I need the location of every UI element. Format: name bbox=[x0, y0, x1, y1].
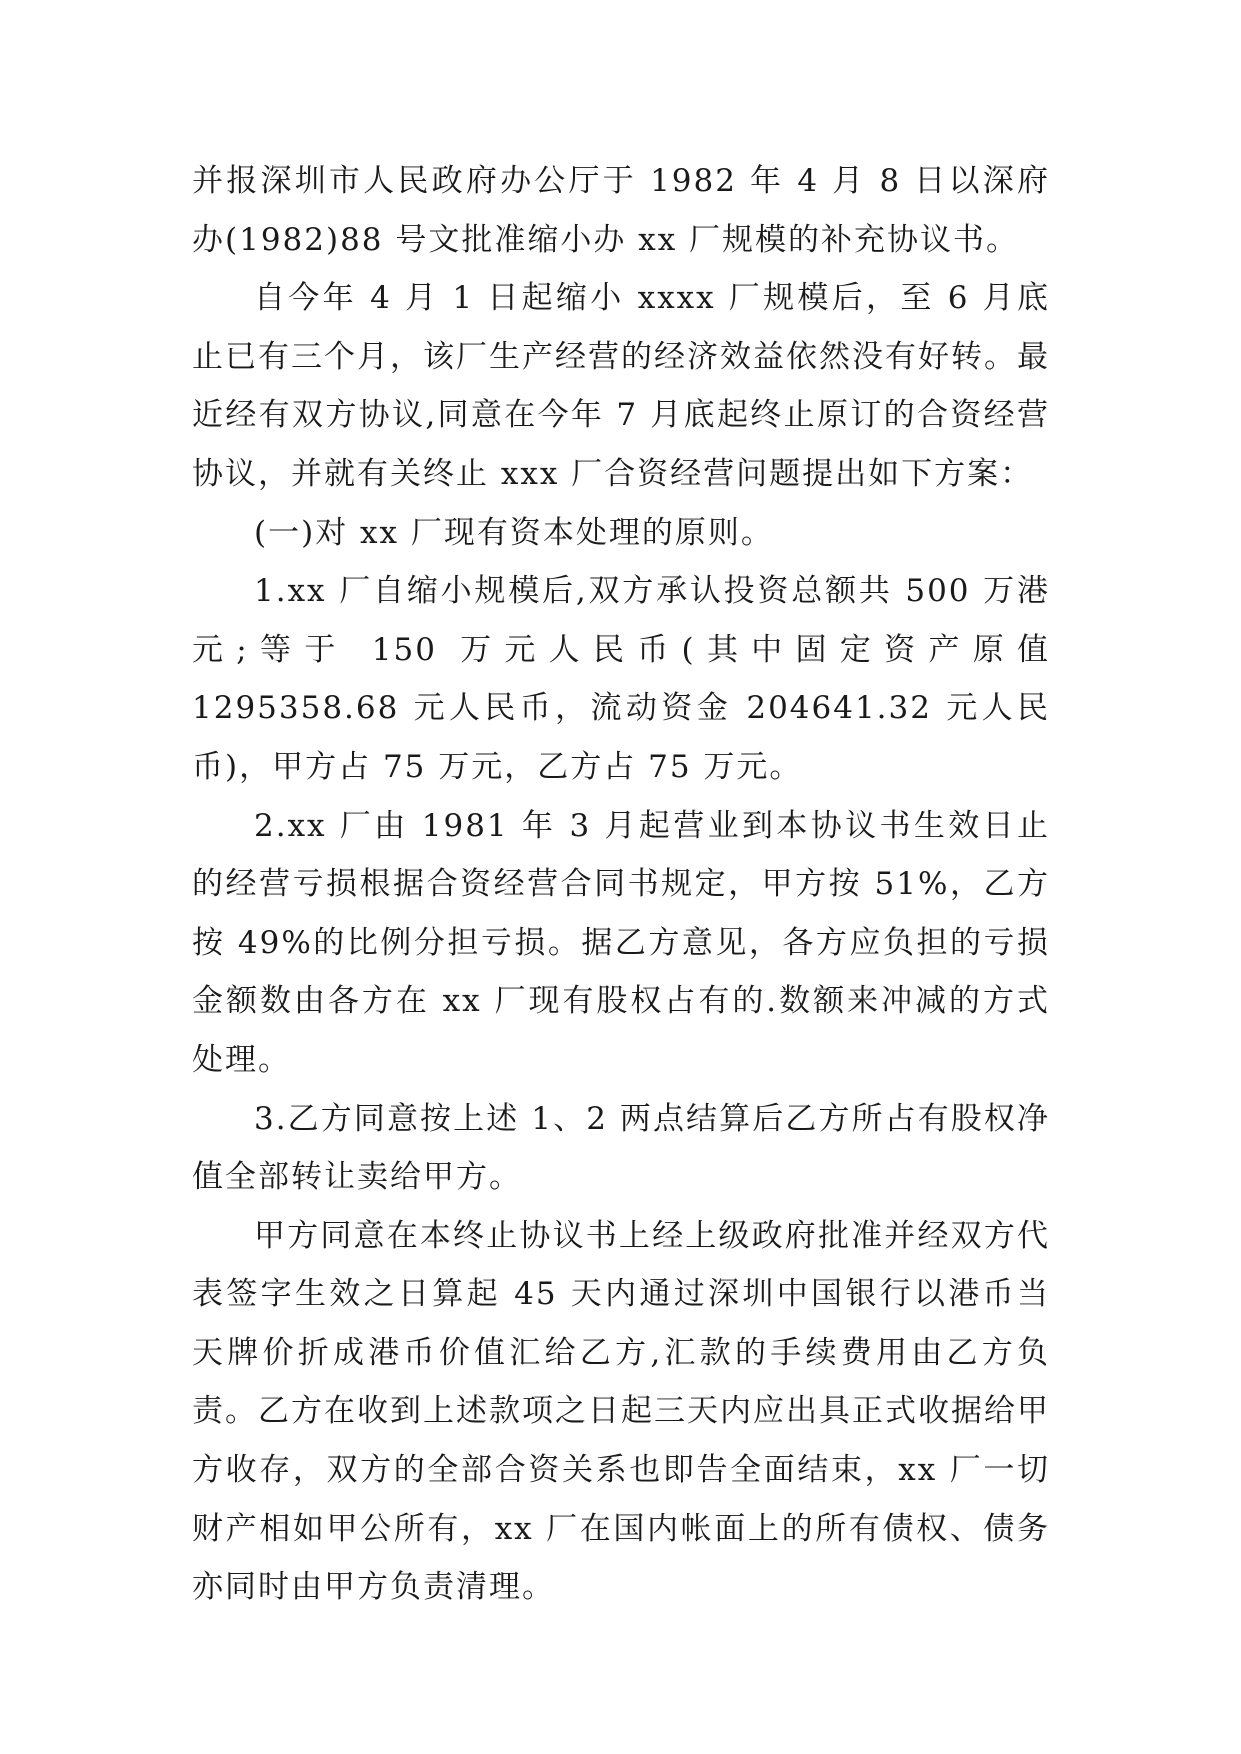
paragraph-7: 甲方同意在本终止协议书上经上级政府批准并经双方代表签字生效之日算起 45 天内通过深圳中国银行以港币当天牌价折成港币价值汇给乙方,汇款的手续费用由乙方负责。乙方在收到上述款项之日起三天内应出具正式收据给甲方收存，双方的全部合资关系也即告全面结束，xx 厂一切财产相如甲公所有，xx 厂在国内帐面上的所有债权、债务亦同时由甲方负责清理。 bbox=[192, 1217, 1050, 1606]
paragraph-4: 1.xx 厂自缩小规模后,双方承认投资总额共 500 万港元;等于 150 万元人民币(其中固定资产原值 1295358.68 元人民币，流动资金 204641.32 元人民币)，甲方占 75 万元，乙方占 75 万元。 bbox=[192, 573, 1050, 785]
paragraph-6: 3.乙方同意按上述 1、2 两点结算后乙方所占有股权净值全部转让卖给甲方。 bbox=[192, 1100, 1050, 1196]
paragraph-3: (一)对 xx 厂现有资本处理的原则。 bbox=[254, 514, 774, 551]
paragraph-1: 并报深圳市人民政府办公厅于 1982 年 4 月 8 日以深府办(1982)88 号文批准缩小办 xx 厂规模的补充协议书。 bbox=[192, 163, 1050, 258]
document-body bbox=[192, 152, 1050, 1617]
paragraph-2: 自今年 4 月 1 日起缩小 xxxx 厂规模后，至 6 月底止已有三个月，该厂生产经营的经济效益依然没有好转。最近经有双方协议,同意在今年 7 月底起终止原订的合资经营协议，并就有关终止 xxx 厂合资经营问题提出如下方案： bbox=[192, 280, 1050, 492]
paragraph-5: 2.xx 厂由 1981 年 3 月起营业到本协议书生效日止的经营亏损根据合资经营合同书规定，甲方按 51%，乙方按 49%的比例分担亏损。据乙方意见，各方应负担的亏损金额数由各方在 xx 厂现有股权占有的.数额来冲减的方式处理。 bbox=[192, 807, 1050, 1078]
